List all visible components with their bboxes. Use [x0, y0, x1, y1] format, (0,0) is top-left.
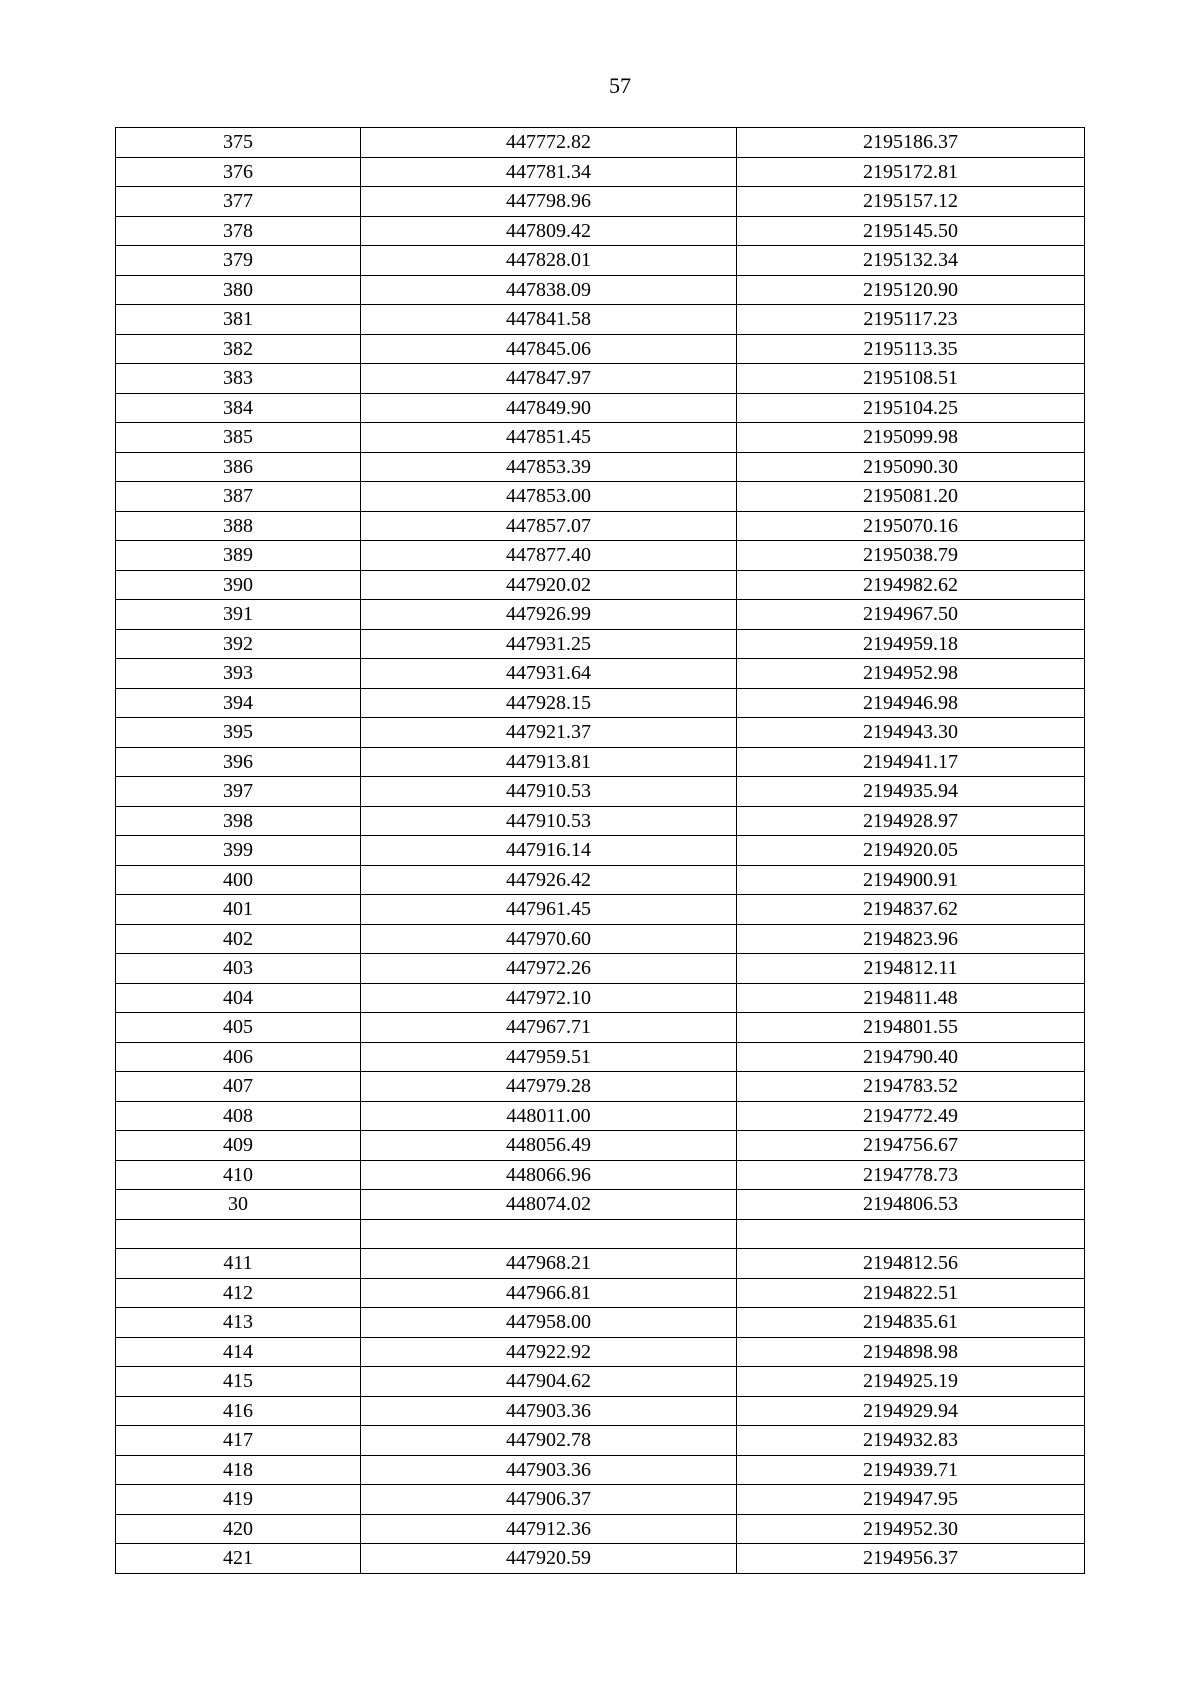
table-row — [116, 334, 1085, 364]
point-number-cell: 383 — [116, 364, 361, 394]
y-coordinate-cell: 2194939.71 — [737, 1455, 1085, 1485]
x-coordinate-cell: 447902.78 — [361, 1426, 737, 1456]
point-number-cell: 393 — [116, 659, 361, 689]
x-coordinate-cell: 448056.49 — [361, 1131, 737, 1161]
y-coordinate-cell: 2194823.96 — [737, 924, 1085, 954]
y-coordinate-cell: 2194900.91 — [737, 865, 1085, 895]
y-coordinate-cell: 2195090.30 — [737, 452, 1085, 482]
point-number-cell: 406 — [116, 1042, 361, 1072]
x-coordinate-cell: 447916.14 — [361, 836, 737, 866]
x-coordinate-cell: 447967.71 — [361, 1013, 737, 1043]
table-row — [116, 452, 1085, 482]
table-row — [116, 747, 1085, 777]
table-row — [116, 1278, 1085, 1308]
point-number-cell: 420 — [116, 1514, 361, 1544]
table-row — [116, 1485, 1085, 1515]
y-coordinate-cell: 2195070.16 — [737, 511, 1085, 541]
y-coordinate-cell: 2195186.37 — [737, 128, 1085, 158]
y-coordinate-cell: 2194756.67 — [737, 1131, 1085, 1161]
x-coordinate-cell: 447920.02 — [361, 570, 737, 600]
x-coordinate-cell: 447910.53 — [361, 777, 737, 807]
table-row — [116, 364, 1085, 394]
x-coordinate-cell: 447968.21 — [361, 1249, 737, 1279]
x-coordinate-cell: 447961.45 — [361, 895, 737, 925]
point-number-cell: 392 — [116, 629, 361, 659]
x-coordinate-cell: 447922.92 — [361, 1337, 737, 1367]
point-number-cell: 404 — [116, 983, 361, 1013]
x-coordinate-cell: 447877.40 — [361, 541, 737, 571]
table-row — [116, 659, 1085, 689]
point-number-cell: 407 — [116, 1072, 361, 1102]
table-row — [116, 1455, 1085, 1485]
y-coordinate-cell: 2195172.81 — [737, 157, 1085, 187]
point-number-cell: 405 — [116, 1013, 361, 1043]
x-coordinate-cell: 447904.62 — [361, 1367, 737, 1397]
y-coordinate-cell: 2194811.48 — [737, 983, 1085, 1013]
table-row — [116, 1160, 1085, 1190]
x-coordinate-cell — [361, 1219, 737, 1249]
y-coordinate-cell: 2194929.94 — [737, 1396, 1085, 1426]
table-row — [116, 718, 1085, 748]
point-number-cell: 409 — [116, 1131, 361, 1161]
point-number-cell: 399 — [116, 836, 361, 866]
point-number-cell: 411 — [116, 1249, 361, 1279]
x-coordinate-cell: 447931.64 — [361, 659, 737, 689]
point-number-cell: 412 — [116, 1278, 361, 1308]
table-row — [116, 305, 1085, 335]
x-coordinate-cell: 447921.37 — [361, 718, 737, 748]
point-number-cell: 384 — [116, 393, 361, 423]
x-coordinate-cell: 447912.36 — [361, 1514, 737, 1544]
table-row — [116, 1544, 1085, 1574]
point-number-cell: 376 — [116, 157, 361, 187]
y-coordinate-cell: 2195081.20 — [737, 482, 1085, 512]
table-row — [116, 511, 1085, 541]
table-row — [116, 895, 1085, 925]
x-coordinate-cell: 447966.81 — [361, 1278, 737, 1308]
x-coordinate-cell: 447849.90 — [361, 393, 737, 423]
point-number-cell: 419 — [116, 1485, 361, 1515]
point-number-cell — [116, 1219, 361, 1249]
y-coordinate-cell: 2194952.98 — [737, 659, 1085, 689]
x-coordinate-cell: 447845.06 — [361, 334, 737, 364]
table-row — [116, 954, 1085, 984]
y-coordinate-cell: 2195145.50 — [737, 216, 1085, 246]
y-coordinate-cell: 2194772.49 — [737, 1101, 1085, 1131]
point-number-cell: 416 — [116, 1396, 361, 1426]
point-number-cell: 421 — [116, 1544, 361, 1574]
coordinates-table-body — [116, 128, 1085, 1574]
point-number-cell: 389 — [116, 541, 361, 571]
table-row — [116, 275, 1085, 305]
table-row — [116, 1367, 1085, 1397]
point-number-cell: 408 — [116, 1101, 361, 1131]
table-row — [116, 1072, 1085, 1102]
table-row — [116, 1190, 1085, 1220]
y-coordinate-cell: 2195157.12 — [737, 187, 1085, 217]
point-number-cell: 398 — [116, 806, 361, 836]
x-coordinate-cell: 447853.00 — [361, 482, 737, 512]
table-row — [116, 1514, 1085, 1544]
y-coordinate-cell: 2194837.62 — [737, 895, 1085, 925]
page-number: 57 — [609, 73, 631, 98]
x-coordinate-cell: 447903.36 — [361, 1396, 737, 1426]
table-row — [116, 157, 1085, 187]
x-coordinate-cell: 447926.99 — [361, 600, 737, 630]
point-number-cell: 403 — [116, 954, 361, 984]
y-coordinate-cell: 2194935.94 — [737, 777, 1085, 807]
point-number-cell: 417 — [116, 1426, 361, 1456]
coordinates-table — [115, 127, 1085, 1574]
x-coordinate-cell: 447910.53 — [361, 806, 737, 836]
y-coordinate-cell: 2194835.61 — [737, 1308, 1085, 1338]
y-coordinate-cell: 2194920.05 — [737, 836, 1085, 866]
table-row — [116, 1426, 1085, 1456]
x-coordinate-cell: 447972.10 — [361, 983, 737, 1013]
y-coordinate-cell: 2194956.37 — [737, 1544, 1085, 1574]
point-number-cell: 379 — [116, 246, 361, 276]
y-coordinate-cell: 2195120.90 — [737, 275, 1085, 305]
x-coordinate-cell: 447926.42 — [361, 865, 737, 895]
table-row — [116, 865, 1085, 895]
table-row — [116, 187, 1085, 217]
y-coordinate-cell: 2194790.40 — [737, 1042, 1085, 1072]
point-number-cell: 415 — [116, 1367, 361, 1397]
table-row — [116, 600, 1085, 630]
table-row — [116, 1396, 1085, 1426]
table-row — [116, 629, 1085, 659]
y-coordinate-cell: 2194783.52 — [737, 1072, 1085, 1102]
y-coordinate-cell: 2194982.62 — [737, 570, 1085, 600]
point-number-cell: 410 — [116, 1160, 361, 1190]
x-coordinate-cell: 447903.36 — [361, 1455, 737, 1485]
y-coordinate-cell: 2195099.98 — [737, 423, 1085, 453]
point-number-cell: 377 — [116, 187, 361, 217]
point-number-cell: 390 — [116, 570, 361, 600]
y-coordinate-cell: 2194801.55 — [737, 1013, 1085, 1043]
y-coordinate-cell: 2194967.50 — [737, 600, 1085, 630]
table-row — [116, 806, 1085, 836]
x-coordinate-cell: 447847.97 — [361, 364, 737, 394]
table-row — [116, 924, 1085, 954]
point-number-cell: 414 — [116, 1337, 361, 1367]
x-coordinate-cell: 447913.81 — [361, 747, 737, 777]
x-coordinate-cell: 447857.07 — [361, 511, 737, 541]
x-coordinate-cell: 447931.25 — [361, 629, 737, 659]
point-number-cell: 30 — [116, 1190, 361, 1220]
table-row — [116, 1249, 1085, 1279]
y-coordinate-cell: 2195108.51 — [737, 364, 1085, 394]
y-coordinate-cell: 2195132.34 — [737, 246, 1085, 276]
x-coordinate-cell: 447928.15 — [361, 688, 737, 718]
x-coordinate-cell: 447972.26 — [361, 954, 737, 984]
x-coordinate-cell: 447809.42 — [361, 216, 737, 246]
table-row — [116, 983, 1085, 1013]
point-number-cell: 413 — [116, 1308, 361, 1338]
point-number-cell: 395 — [116, 718, 361, 748]
x-coordinate-cell: 447970.60 — [361, 924, 737, 954]
y-coordinate-cell: 2195038.79 — [737, 541, 1085, 571]
point-number-cell: 386 — [116, 452, 361, 482]
y-coordinate-cell: 2195113.35 — [737, 334, 1085, 364]
point-number-cell: 385 — [116, 423, 361, 453]
y-coordinate-cell: 2194946.98 — [737, 688, 1085, 718]
table-row — [116, 246, 1085, 276]
point-number-cell: 375 — [116, 128, 361, 158]
y-coordinate-cell: 2194812.11 — [737, 954, 1085, 984]
table-row — [116, 777, 1085, 807]
point-number-cell: 397 — [116, 777, 361, 807]
x-coordinate-cell: 447920.59 — [361, 1544, 737, 1574]
x-coordinate-cell: 447979.28 — [361, 1072, 737, 1102]
y-coordinate-cell: 2194898.98 — [737, 1337, 1085, 1367]
table-row — [116, 423, 1085, 453]
table-row — [116, 393, 1085, 423]
y-coordinate-cell — [737, 1219, 1085, 1249]
y-coordinate-cell: 2194822.51 — [737, 1278, 1085, 1308]
y-coordinate-cell: 2194812.56 — [737, 1249, 1085, 1279]
table-row — [116, 1013, 1085, 1043]
table-row — [116, 688, 1085, 718]
y-coordinate-cell: 2195117.23 — [737, 305, 1085, 335]
point-number-cell: 396 — [116, 747, 361, 777]
x-coordinate-cell: 447798.96 — [361, 187, 737, 217]
table-row — [116, 216, 1085, 246]
point-number-cell: 402 — [116, 924, 361, 954]
y-coordinate-cell: 2194941.17 — [737, 747, 1085, 777]
table-row — [116, 836, 1085, 866]
point-number-cell: 381 — [116, 305, 361, 335]
point-number-cell: 388 — [116, 511, 361, 541]
point-number-cell: 400 — [116, 865, 361, 895]
y-coordinate-cell: 2194952.30 — [737, 1514, 1085, 1544]
table-row — [116, 1337, 1085, 1367]
table-row — [116, 1101, 1085, 1131]
table-row — [116, 541, 1085, 571]
point-number-cell: 394 — [116, 688, 361, 718]
x-coordinate-cell: 447853.39 — [361, 452, 737, 482]
point-number-cell: 401 — [116, 895, 361, 925]
table-row — [116, 128, 1085, 158]
y-coordinate-cell: 2194947.95 — [737, 1485, 1085, 1515]
x-coordinate-cell: 447781.34 — [361, 157, 737, 187]
point-number-cell: 380 — [116, 275, 361, 305]
table-row — [116, 1042, 1085, 1072]
point-number-cell: 387 — [116, 482, 361, 512]
y-coordinate-cell: 2194932.83 — [737, 1426, 1085, 1456]
x-coordinate-cell: 447906.37 — [361, 1485, 737, 1515]
point-number-cell: 382 — [116, 334, 361, 364]
point-number-cell: 378 — [116, 216, 361, 246]
table-row — [116, 570, 1085, 600]
x-coordinate-cell: 447772.82 — [361, 128, 737, 158]
table-row — [116, 1131, 1085, 1161]
y-coordinate-cell: 2194928.97 — [737, 806, 1085, 836]
x-coordinate-cell: 448074.02 — [361, 1190, 737, 1220]
x-coordinate-cell: 447851.45 — [361, 423, 737, 453]
x-coordinate-cell: 447958.00 — [361, 1308, 737, 1338]
x-coordinate-cell: 447828.01 — [361, 246, 737, 276]
point-number-cell: 418 — [116, 1455, 361, 1485]
y-coordinate-cell: 2194943.30 — [737, 718, 1085, 748]
x-coordinate-cell: 448011.00 — [361, 1101, 737, 1131]
table-row — [116, 482, 1085, 512]
y-coordinate-cell: 2194959.18 — [737, 629, 1085, 659]
x-coordinate-cell: 447959.51 — [361, 1042, 737, 1072]
x-coordinate-cell: 447838.09 — [361, 275, 737, 305]
point-number-cell: 391 — [116, 600, 361, 630]
table-row — [116, 1308, 1085, 1338]
x-coordinate-cell: 448066.96 — [361, 1160, 737, 1190]
y-coordinate-cell: 2195104.25 — [737, 393, 1085, 423]
table-row — [116, 1219, 1085, 1249]
x-coordinate-cell: 447841.58 — [361, 305, 737, 335]
y-coordinate-cell: 2194925.19 — [737, 1367, 1085, 1397]
y-coordinate-cell: 2194778.73 — [737, 1160, 1085, 1190]
y-coordinate-cell: 2194806.53 — [737, 1190, 1085, 1220]
